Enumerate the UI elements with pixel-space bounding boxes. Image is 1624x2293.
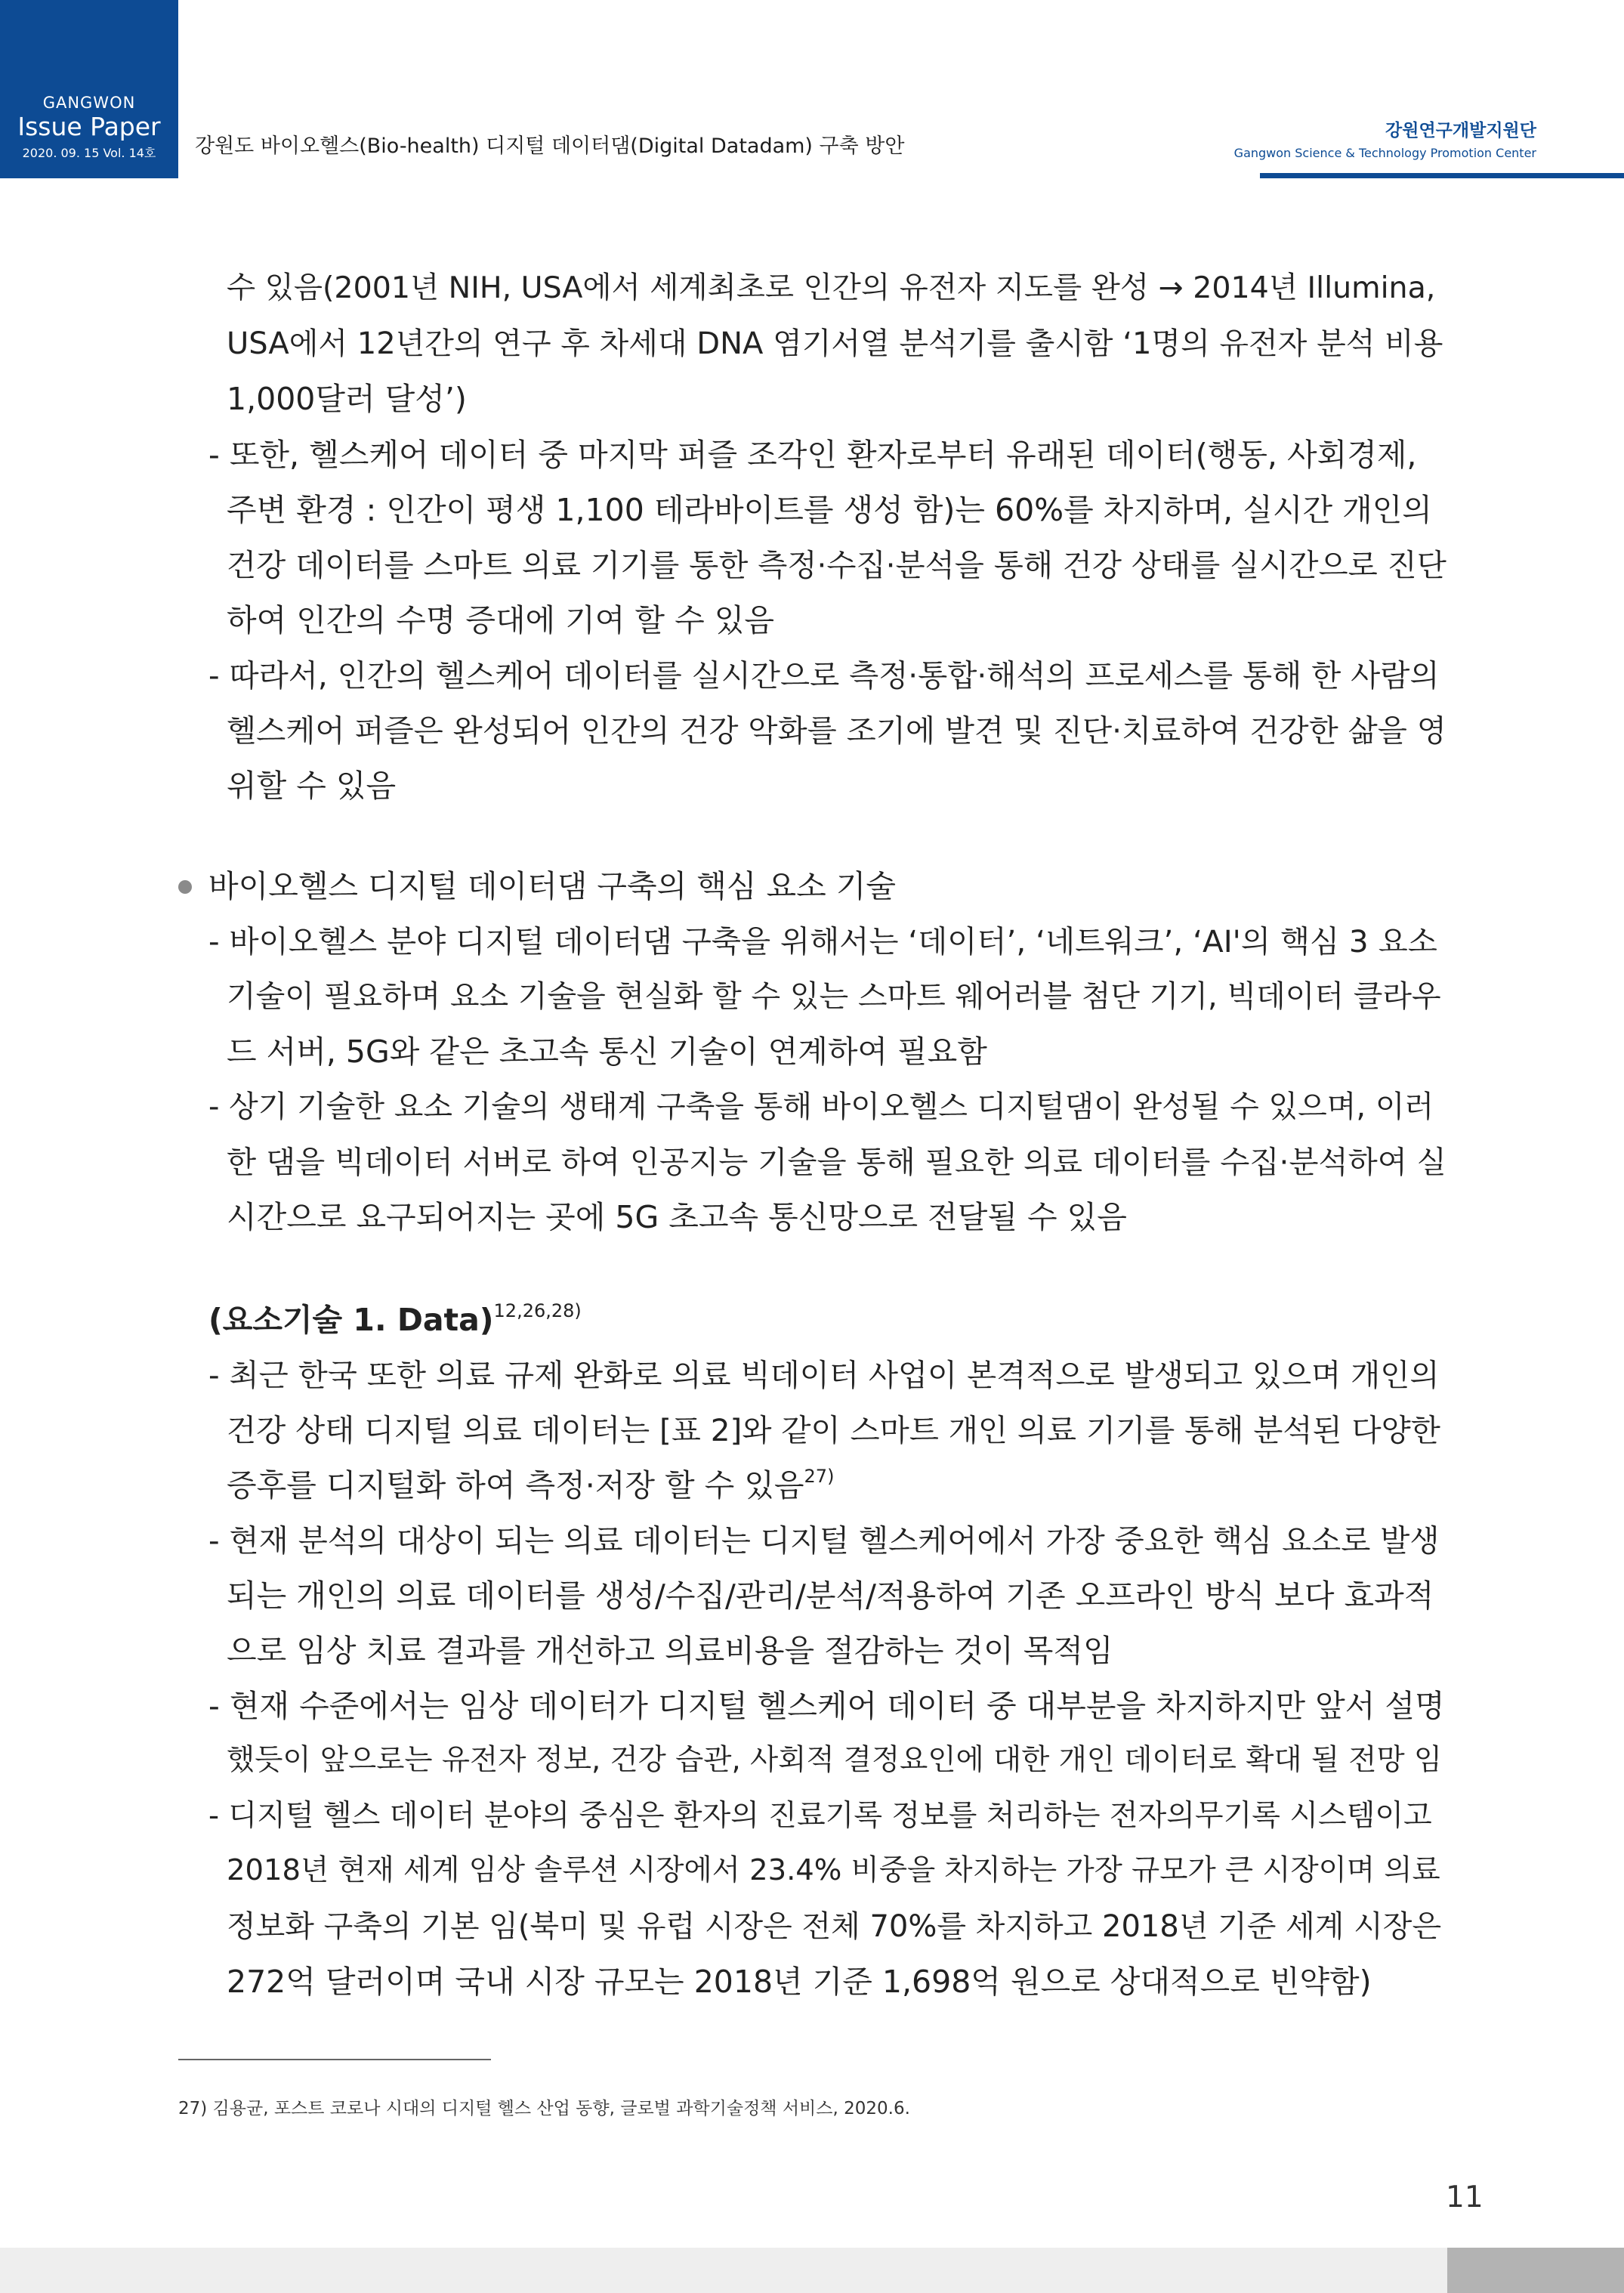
text-line: 으로 임상 치료 결과를 개선하고 의료비용을 절감하는 것이 목적임	[227, 1633, 1113, 1669]
footer-band	[0, 2248, 1447, 2293]
text-line	[227, 1466, 835, 1503]
subsection-heading	[208, 1300, 582, 1338]
footnote-ref-superscript: 27)	[804, 1466, 835, 1487]
text-line: 정보화 구축의 기본 임(북미 및 유럽 시장은 전체 70%를 차지하고 2018년 기준 세계 시장은	[227, 1909, 1442, 1944]
text-line: 건강 데이터를 스마트 의료 기기를 통한 측정·수집·분석을 통해 건강 상태를 실시간으로 진단	[227, 547, 1446, 583]
text-line: - 현재 수준에서는 임상 데이터가 디지털 헬스케어 데이터 중 대부분을 차지하지만 앞서 설명	[208, 1688, 1445, 1724]
text-line: 헬스케어 퍼즐은 완성되어 인간의 건강 악화를 조기에 발견 및 진단·치료하여 건강한 삶을 영	[227, 712, 1446, 749]
issue-date: 2020. 09. 15 Vol. 14호	[22, 146, 156, 160]
bullet-icon	[178, 880, 192, 894]
text-line: 드 서버, 5G와 같은 초고속 통신 기술이 연계하여 필요함	[227, 1034, 987, 1070]
organization-name-en: Gangwon Science & Technology Promotion Center	[1233, 146, 1536, 160]
brand-series: Issue Paper	[17, 112, 161, 141]
text-line: 2018년 현재 세계 임상 솔루션 시장에서 23.4% 비중을 차지하는 가장 규모가 큰 시장이며 의료	[227, 1853, 1440, 1887]
text-line: - 따라서, 인간의 헬스케어 데이터를 실시간으로 측정·통합·해석의 프로세스를 통해 한 사람의	[208, 657, 1440, 694]
text-line: 했듯이 앞으로는 유전자 정보, 건강 습관, 사회적 결정요인에 대한 개인 데이터로 확대 될 전망 임	[227, 1743, 1443, 1777]
text-line: 되는 개인의 의료 데이터를 생성/수집/관리/분석/적용하여 기존 오프라인 방식 보다 효과적	[227, 1578, 1434, 1614]
text-line: 건강 상태 디지털 의료 데이터는 [표 2]와 같이 스마트 개인 의료 기기를 통해 분석된 다양한	[227, 1412, 1440, 1448]
text-line: 272억 달러이며 국내 시장 규모는 2018년 기준 1,698억 원으로 상대적으로 빈약함)	[227, 1964, 1372, 2000]
subsection-heading-text: (요소기술 1. Data)	[208, 1302, 494, 1338]
text-line: 시간으로 요구되어지는 곳에 5G 초고속 통신망으로 전달될 수 있음	[227, 1199, 1127, 1235]
organization-name: 강원연구개발지원단	[1385, 121, 1536, 141]
text-line: 한 댐을 빅데이터 서버로 하여 인공지능 기술을 통해 필요한 의료 데이터를 수집·분석하여 실	[227, 1144, 1446, 1180]
text-line: - 또한, 헬스케어 데이터 중 마지막 퍼즐 조각인 환자로부터 유래된 데이터(행동, 사회경제,	[208, 437, 1417, 473]
header-rule	[1260, 173, 1624, 178]
footnote: 27) 김용균, 포스트 코로나 시대의 디지털 헬스 산업 동향, 글로벌 과학기술정책 서비스, 2020.6.	[178, 2099, 910, 2118]
page-number: 11	[1446, 2180, 1484, 2214]
text-line: - 최근 한국 또한 의료 규제 완화로 의료 빅데이터 사업이 본격적으로 발생되고 있으며 개인의	[208, 1357, 1440, 1393]
text-line: - 상기 기술한 요소 기술의 생태계 구축을 통해 바이오헬스 디지털댐이 완성될 수 있으며, 이러	[208, 1089, 1434, 1124]
text-line: USA에서 12년간의 연구 후 차세대 DNA 염기서열 분석기를 출시함 ‘1명의 유전자 분석 비용	[227, 326, 1443, 361]
text-line: - 바이오헬스 분야 디지털 데이터댐 구축을 위해서는 ‘데이터’, ‘네트워크’, ‘AI'의 핵심 3 요소	[208, 923, 1437, 960]
text-line: 1,000달러 달성’)	[227, 381, 467, 417]
section-heading: 바이오헬스 디지털 데이터댐 구축의 핵심 요소 기술	[208, 868, 896, 904]
brand-name: GANGWON	[42, 94, 136, 112]
text-line: 위할 수 있음	[227, 768, 397, 804]
text-line: 기술이 필요하며 요소 기술을 현실화 할 수 있는 스마트 웨어러블 첨단 기기, 빅데이터 클라우	[227, 979, 1441, 1014]
text-line: - 디지털 헬스 데이터 분야의 중심은 환자의 진료기록 정보를 처리하는 전자의무기록 시스템이고	[208, 1799, 1432, 1833]
document-title: 강원도 바이오헬스(Bio-health) 디지털 데이터댐(Digital Datadam) 구축 방안	[195, 134, 905, 158]
text-line: 주변 환경 : 인간이 평생 1,100 테라바이트를 생성 함)는 60%를 차지하며, 실시간 개인의	[227, 492, 1432, 528]
footnote-divider	[178, 2059, 491, 2060]
text-line-content: 증후를 디지털화 하여 측정·저장 할 수 있음	[227, 1467, 804, 1503]
text-line: - 현재 분석의 대상이 되는 의료 데이터는 디지털 헬스케어에서 가장 중요한 핵심 요소로 발생	[208, 1522, 1440, 1559]
text-line: 하여 인간의 수명 증대에 기여 할 수 있음	[227, 602, 774, 638]
footer-band-accent	[1447, 2248, 1624, 2293]
reference-superscript: 12,26,28)	[493, 1300, 582, 1321]
issue-paper-logo	[0, 0, 178, 178]
text-line: 수 있음(2001년 NIH, USA에서 세계최초로 인간의 유전자 지도를 완성 → 2014년 Illumina,	[227, 270, 1436, 305]
